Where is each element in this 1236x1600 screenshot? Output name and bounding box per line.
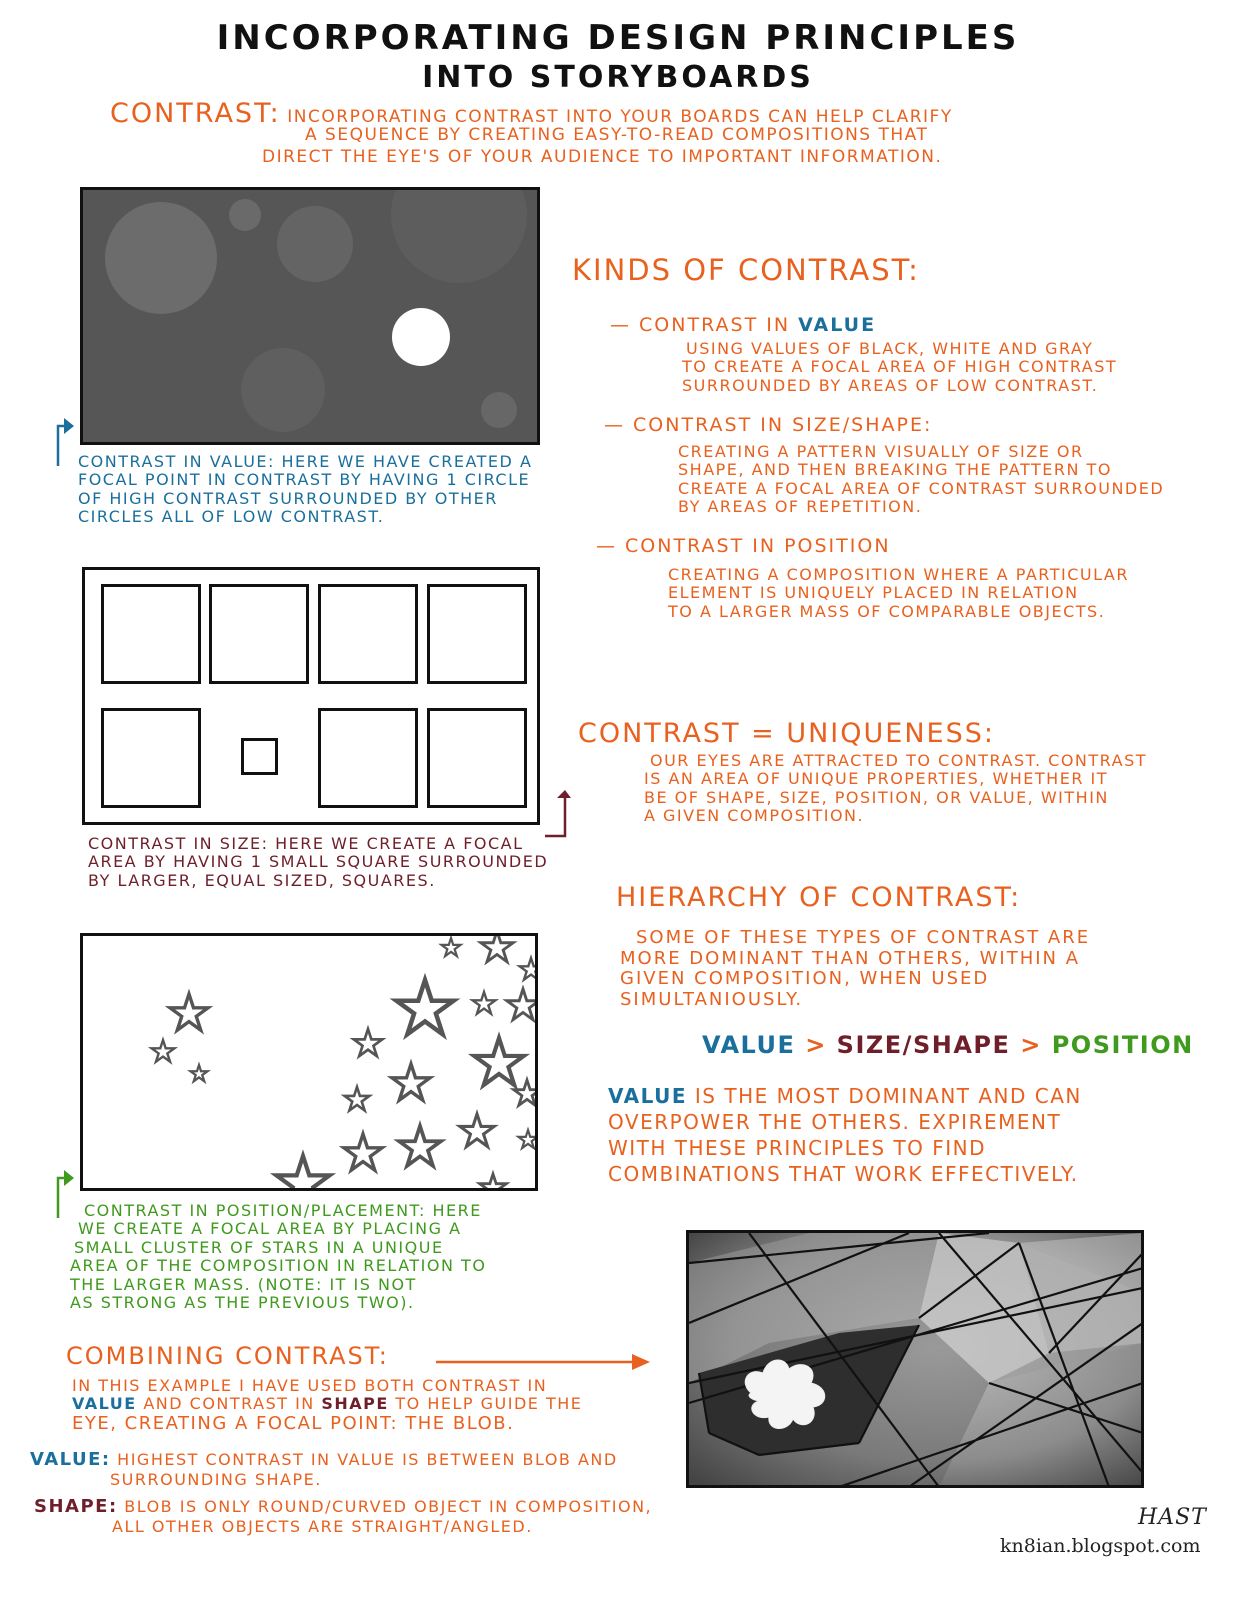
value-contrast-panel [80,187,540,445]
value-caption-line: CONTRAST IN VALUE: HERE WE HAVE CREATED A [78,452,533,471]
large-square [318,584,418,684]
star-icon [170,994,208,1030]
position-caption-line: THE LARGER MASS. (NOTE: IT IS NOT [70,1274,417,1294]
star-icon [190,1065,207,1081]
dominant-keyword: VALUE [608,1084,688,1108]
kinds-value-prefix: — CONTRAST IN [610,314,791,336]
large-square [318,708,418,808]
combining-value-note [30,1450,680,1471]
kinds-size-desc-line: CREATE A FOCAL AREA OF CONTRAST SURROUNDED [678,478,1165,498]
kinds-size-desc [678,443,1198,517]
kinds-size-title: — CONTRAST IN SIZE/SHAPE: [604,414,933,436]
star-icon [345,1087,370,1111]
star-icon [520,958,537,980]
page-title: INCORPORATING DESIGN PRINCIPLES [216,18,1020,58]
kinds-value-desc-line: USING VALUES OF BLACK, WHITE AND GRAY [686,339,1094,358]
uniqueness-body [644,752,1204,826]
star-icon [481,936,513,962]
hierarchy-line: SIMULTANIOUSLY. [620,989,804,1011]
size-caption [88,835,568,890]
kinds-value-desc-line: TO CREATE A FOCAL AREA OF HIGH CONTRAST [682,357,1118,377]
blob-illustration [689,1233,1143,1487]
intro-line-2: A SEQUENCE BY CREATING EASY-TO-READ COMPOSITIONS THAT [305,125,929,145]
size-bracket-arrow-icon [543,788,573,840]
large-square [209,584,309,684]
dominant-line: WITH THESE PRINCIPLES TO FIND [608,1136,987,1160]
combining-shape-keyword: SHAPE [321,1394,389,1414]
kinds-position-title: — CONTRAST IN POSITION [596,535,891,557]
signature: HAST [1138,1505,1207,1530]
star-icon [514,1080,537,1105]
uniqueness-line: A GIVEN COMPOSITION. [644,806,865,826]
star-icon [399,1126,441,1166]
hierarchy-line: SOME OF THESE TYPES OF CONTRAST ARE [636,927,1091,948]
value-caption-line: CIRCLES ALL OF LOW CONTRAST. [78,507,385,527]
value-bracket-arrow-icon [50,408,80,470]
order-value: VALUE [702,1031,796,1059]
star-icon [276,1156,329,1190]
intro-line-1: INCORPORATING CONTRAST INTO YOUR BOARDS CAN HELP CLARIFY [287,107,953,127]
position-contrast-panel [80,933,538,1191]
uniqueness-line: BE OF SHAPE, SIZE, POSITION, OR VALUE, WITHIN [644,787,1109,807]
combining-contrast-panel [686,1230,1144,1488]
size-caption-line: AREA BY HAVING 1 SMALL SQUARE SURROUNDED [88,852,549,872]
large-square [101,708,201,808]
uniqueness-heading: CONTRAST = UNIQUENESS: [578,718,995,749]
kinds-size-desc-line: CREATING A PATTERN VISUALLY OF SIZE OR [678,442,1084,461]
size-caption-line: BY LARGER, EQUAL SIZED, SQUARES. [88,870,436,890]
size-contrast-panel [82,567,540,825]
position-caption-line: CONTRAST IN POSITION/PLACEMENT: HERE [84,1201,482,1220]
combining-heading: COMBINING CONTRAST: [66,1342,389,1370]
combining-shape-note [34,1497,714,1518]
hierarchy-order [702,1032,1194,1060]
value-note-line: SURROUNDING SHAPE. [110,1470,322,1489]
order-separator: > [805,1031,827,1059]
value-note-label: VALUE: [30,1449,111,1470]
high-contrast-circle [392,308,450,366]
star-icon [474,1038,523,1085]
kinds-value-title [610,315,876,337]
combining-value-keyword: VALUE [72,1394,137,1414]
low-contrast-circle [241,348,325,432]
star-icon [392,1064,430,1100]
order-separator: > [1020,1031,1042,1059]
value-caption [78,453,558,527]
position-caption-line: AREA OF THE COMPOSITION IN RELATION TO [70,1256,487,1276]
position-caption [70,1202,590,1312]
hierarchy-heading: HIERARCHY OF CONTRAST: [616,882,1022,913]
size-caption-line: CONTRAST IN SIZE: HERE WE CREATE A FOCAL [88,834,524,853]
position-caption-line: AS STRONG AS THE PREVIOUS TWO). [70,1292,415,1312]
small-square [241,738,278,775]
value-note-line: HIGHEST CONTRAST IN VALUE IS BETWEEN BLOB AND [117,1450,618,1469]
star-icon [396,980,453,1034]
star-icon [152,1040,175,1062]
intro-label: CONTRAST: [110,98,281,129]
star-icon [344,1134,382,1170]
uniqueness-line: IS AN AREA OF UNIQUE PROPERTIES, WHETHER IT [644,769,1109,789]
hierarchy-body [620,928,1180,1011]
kinds-size-desc-line: SHAPE, AND THEN BREAKING THE PATTERN TO [678,460,1112,480]
uniqueness-line: OUR EYES ARE ATTRACTED TO CONTRAST. CONTRAST [650,751,1147,770]
large-square [101,584,201,684]
value-caption-line: OF HIGH CONTRAST SURROUNDED BY OTHER [78,488,498,508]
kinds-position-desc [668,566,1208,621]
star-icon [473,992,496,1014]
low-contrast-circle [391,190,527,283]
website-url: kn8ian.blogspot.com [1000,1535,1201,1557]
low-contrast-circle [277,206,353,282]
position-caption-line: WE CREATE A FOCAL AREA BY PLACING A [78,1219,462,1239]
star-icon [507,989,537,1020]
combining-arrow-icon [436,1352,652,1372]
large-square [427,584,527,684]
star-icon [480,1174,507,1190]
hierarchy-line: MORE DOMINANT THAN OTHERS, WITHIN A [620,947,1081,969]
shape-note-label: SHAPE: [34,1496,118,1517]
kinds-size-desc-line: BY AREAS OF REPETITION. [678,497,923,517]
star-icon [354,1029,383,1056]
dominant-line: IS THE MOST DOMINANT AND CAN [694,1084,1082,1108]
order-size-shape: SIZE/SHAPE [836,1031,1011,1059]
large-square [427,708,527,808]
kinds-value-desc-line: SURROUNDED BY AREAS OF LOW CONTRAST. [682,375,1099,395]
combining-line-part: TO HELP GUIDE THE [388,1394,583,1414]
kinds-position-desc-line: ELEMENT IS UNIQUELY PLACED IN RELATION [668,583,1079,603]
low-contrast-circle [105,202,217,314]
shape-note-line: ALL OTHER OBJECTS ARE STRAIGHT/ANGLED. [112,1517,533,1536]
combining-line: EYE, CREATING A FOCAL POINT: THE BLOB. [72,1412,515,1434]
dominant-line: OVERPOWER THE OTHERS. EXPIREMENT [608,1110,1062,1134]
value-circles-illustration [83,190,539,444]
kinds-value-desc [682,339,1206,395]
page-subtitle: INTO STORYBOARDS [422,60,814,95]
kinds-value-keyword: VALUE [798,314,877,336]
kinds-position-desc-line: TO A LARGER MASS OF COMPARABLE OBJECTS. [668,601,1106,621]
kinds-heading: KINDS OF CONTRAST: [572,253,920,287]
combining-line: IN THIS EXAMPLE I HAVE USED BOTH CONTRAST IN [72,1376,548,1395]
star-icon [441,938,460,956]
order-position: POSITION [1051,1031,1194,1059]
combining-line-part: AND CONTRAST IN [136,1394,322,1414]
star-icon [518,1130,537,1148]
kinds-position-desc-line: CREATING A COMPOSITION WHERE A PARTICULAR [668,565,1129,584]
dominant-block [608,1083,1208,1187]
combining-body [72,1377,672,1434]
value-caption-line: FOCAL POINT IN CONTRAST BY HAVING 1 CIRCLE [78,470,531,490]
star-icon [460,1114,494,1147]
dominant-line: COMBINATIONS THAT WORK EFFECTIVELY. [608,1162,1079,1186]
stars-illustration [83,936,537,1190]
low-contrast-circle [229,199,261,231]
position-caption-line: SMALL CLUSTER OF STARS IN A UNIQUE [74,1237,444,1257]
low-contrast-circle [481,392,517,428]
intro-line-3: DIRECT THE EYE'S OF YOUR AUDIENCE TO IMPORTANT INFORMATION. [262,147,943,167]
hierarchy-line: GIVEN COMPOSITION, WHEN USED [620,968,990,990]
shape-note-line: BLOB IS ONLY ROUND/CURVED OBJECT IN COMPOSITION, [124,1497,653,1516]
